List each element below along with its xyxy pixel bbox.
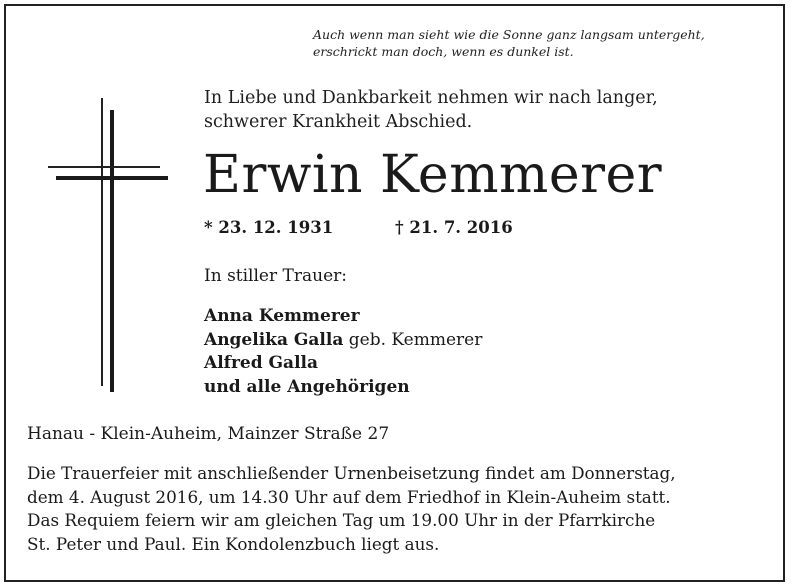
service-details	[27, 462, 777, 556]
mourners-list	[204, 305, 482, 399]
details-line-1: Die Trauerfeier mit anschließender Urnenbeisetzung findet am Donnerstag,	[27, 463, 676, 483]
mourner-entry	[204, 329, 482, 353]
details-line-4: St. Peter und Paul. Ein Kondolenzbuch liegt aus.	[27, 533, 440, 554]
intro-line-2: schwerer Krankheit Abschied.	[204, 112, 473, 132]
intro-text	[204, 86, 764, 134]
mourner-name: und alle Angehörigen	[204, 376, 410, 397]
epigraph-quote	[313, 27, 773, 60]
death-date: † 21. 7. 2016	[395, 218, 513, 237]
address: Hanau - Klein-Auheim, Mainzer Straße 27	[27, 424, 390, 444]
mourner-name: Alfred Galla	[204, 353, 319, 373]
cross-icon	[48, 98, 168, 392]
deceased-name: Erwin Kemmerer	[203, 145, 663, 205]
mourner-name: Anna Kemmerer	[204, 306, 360, 326]
mourning-label: In stiller Trauer:	[204, 266, 347, 286]
mourner-entry	[204, 305, 482, 329]
birth-date: * 23. 12. 1931	[204, 218, 334, 237]
mourner-entry	[204, 352, 482, 376]
mourner-name: Angelika Galla	[204, 329, 344, 350]
quote-line-1: Auch wenn man sieht wie die Sonne ganz langsam untergeht,	[313, 27, 705, 42]
details-line-2: dem 4. August 2016, um 14.30 Uhr auf dem Friedhof in Klein-Auheim statt.	[27, 486, 671, 507]
mourner-suffix: geb. Kemmerer	[343, 329, 483, 350]
quote-line-2: erschrickt man doch, wenn es dunkel ist.	[313, 43, 574, 59]
intro-line-1: In Liebe und Dankbarkeit nehmen wir nach langer,	[204, 88, 658, 108]
mourner-entry	[204, 376, 482, 400]
details-line-3: Das Requiem feiern wir am gleichen Tag um 19.00 Uhr in der Pfarrkirche	[27, 510, 656, 530]
